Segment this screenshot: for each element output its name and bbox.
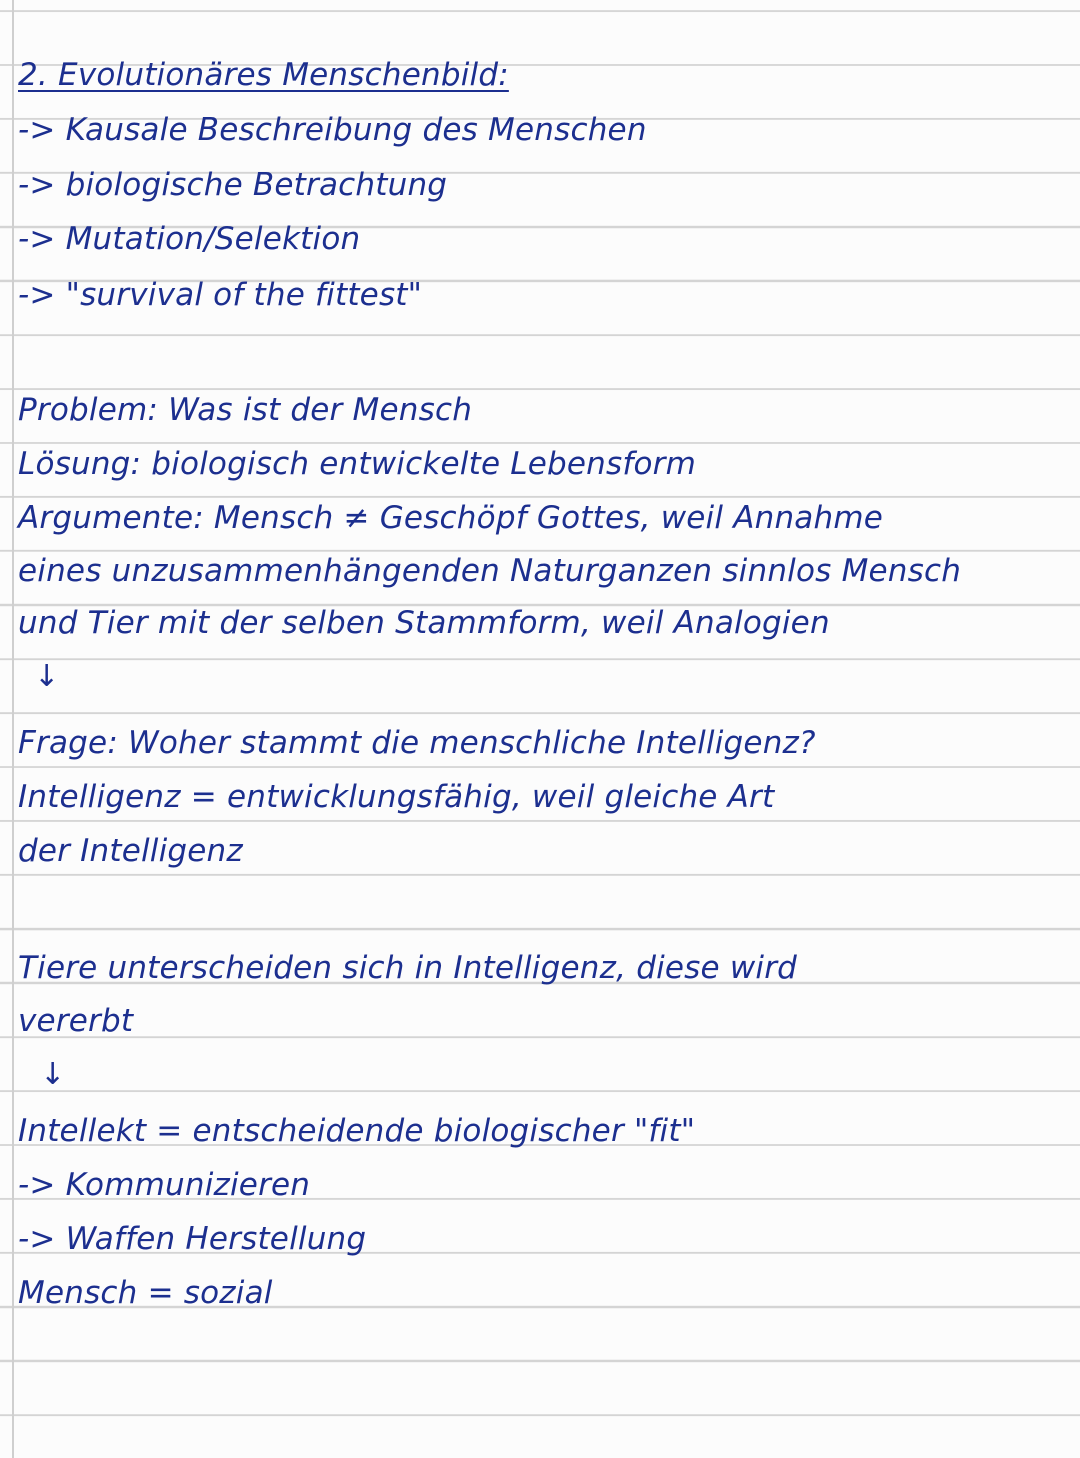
arguments-line-2: eines unzusammenhängenden Naturganzen sinnlos Mensch (18, 553, 962, 589)
margin-line (12, 0, 14, 1458)
down-arrow-icon: ↓ (40, 1057, 66, 1092)
ability-weapons: -> Waffen Herstellung (18, 1221, 367, 1257)
intelligence-line-2: der Intelligenz (18, 833, 243, 869)
intellect-line: Intellekt = entscheidende biologischer "fit" (18, 1113, 696, 1149)
solution-line: Lösung: biologisch entwickelte Lebensform (18, 446, 696, 482)
ability-communicate: -> Kommunizieren (18, 1167, 311, 1203)
question-line: Frage: Woher stammt die menschliche Intelligenz? (18, 725, 816, 761)
arguments-line-3: und Tier mit der selben Stammform, weil Analogien (18, 605, 830, 641)
point-causal: -> Kausale Beschreibung des Menschen (18, 112, 647, 148)
point-biological: -> biologische Betrachtung (18, 167, 448, 203)
point-survival: -> "survival of the fittest" (18, 277, 423, 313)
conclusion-line: Mensch = sozial (18, 1275, 273, 1311)
problem-line: Problem: Was ist der Mensch (18, 392, 473, 428)
animals-line-2: vererbt (18, 1003, 134, 1039)
section-heading: 2. Evolutionäres Menschenbild: (18, 57, 509, 93)
animals-line-1: Tiere unterscheiden sich in Intelligenz, diese wird (18, 950, 798, 986)
down-arrow-icon: ↓ (34, 659, 60, 694)
intelligence-line-1: Intelligenz = entwicklungsfähig, weil gleiche Art (18, 779, 775, 815)
arguments-line-1: Argumente: Mensch ≠ Geschöpf Gottes, weil Annahme (18, 500, 884, 536)
point-mutation: -> Mutation/Selektion (18, 221, 361, 257)
